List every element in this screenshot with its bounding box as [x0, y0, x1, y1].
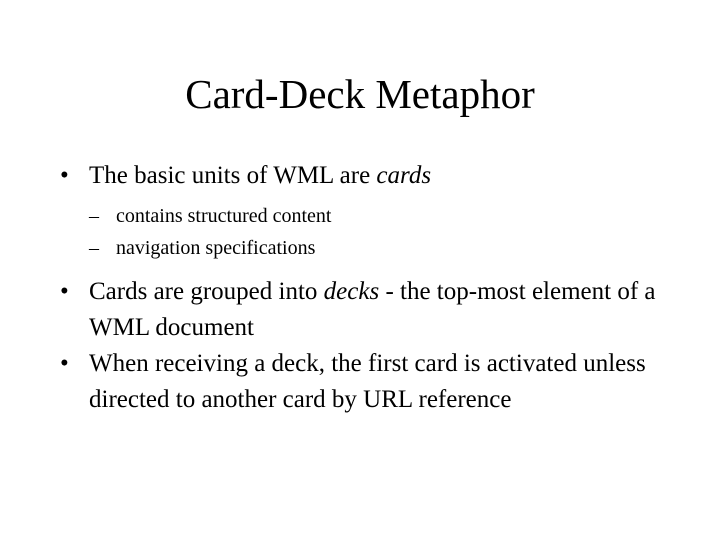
bullet-list — [60, 158, 680, 418]
bullet-text-after: - the top-most element of a WML document — [89, 278, 656, 341]
dash-icon: – — [89, 205, 99, 227]
bullet-icon: • — [60, 278, 69, 305]
sub-item-navigation — [60, 232, 680, 264]
bullet-emphasis: cards — [376, 162, 432, 189]
dash-icon: – — [89, 237, 99, 259]
sub-list — [60, 200, 680, 264]
sub-list-container — [60, 200, 680, 264]
sub-item-text: contains structured content — [116, 205, 332, 227]
bullet-item-wml-units — [60, 158, 680, 194]
bullet-item-decks — [60, 274, 680, 346]
sub-item-structured-content — [60, 200, 680, 232]
bullet-icon: • — [60, 350, 69, 377]
bullet-text: When receiving a deck, the first card is activated unless directed to another card by URL reference — [89, 350, 646, 413]
bullet-text: The basic units of WML are — [89, 162, 377, 189]
bullet-item-receiving-deck — [60, 346, 680, 418]
bullet-emphasis: decks — [323, 278, 380, 305]
bullet-text: Cards are grouped into — [89, 278, 324, 305]
slide-title: Card-Deck Metaphor — [185, 71, 535, 117]
sub-item-text: navigation specifications — [116, 237, 316, 259]
bullet-icon: • — [60, 162, 69, 189]
